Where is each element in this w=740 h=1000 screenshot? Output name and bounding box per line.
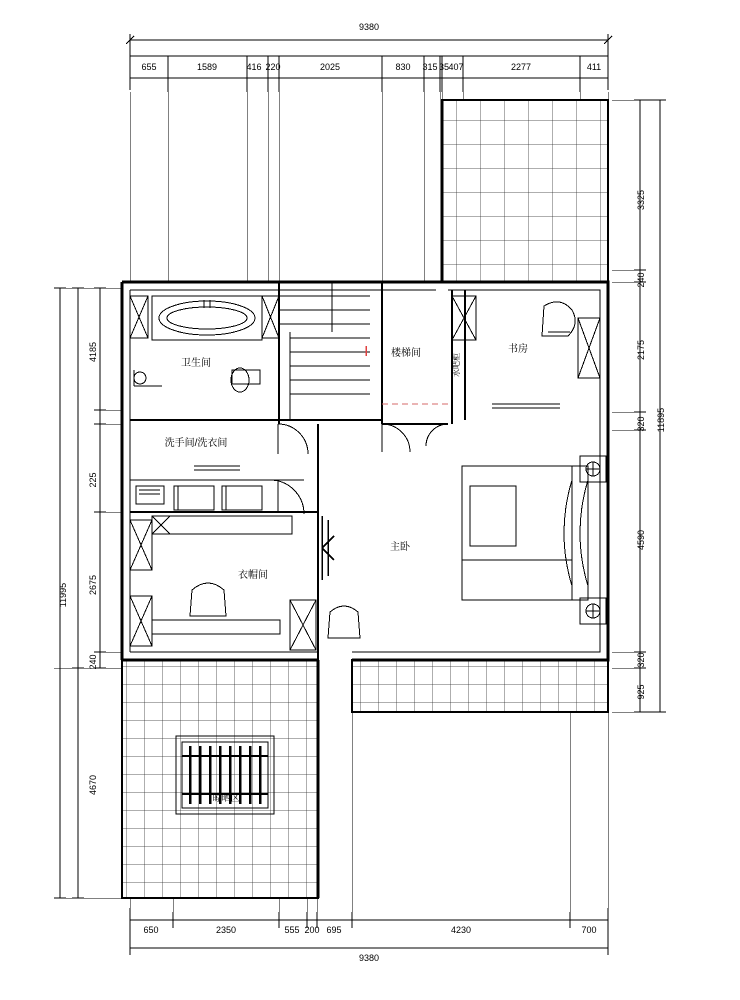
dim-right-2: 240	[636, 272, 646, 288]
dim-top-6: 830	[395, 62, 411, 72]
dim-left-4: 240	[88, 654, 98, 670]
armchair-study	[542, 302, 575, 336]
nightstand-bottom	[580, 598, 606, 624]
top-dimension-labels	[141, 22, 601, 72]
bed-master	[462, 466, 588, 600]
bottom-dimension-chain	[130, 908, 608, 955]
dim-top-1: 655	[141, 62, 157, 72]
upper-terrace	[442, 100, 608, 282]
dim-top-10: 2277	[510, 62, 532, 72]
dim-top-4: 220	[265, 62, 281, 72]
dim-top-2: 1589	[196, 62, 218, 72]
toilet	[231, 368, 260, 392]
dim-top-5: 2025	[319, 62, 341, 72]
dim-left-3: 2675	[88, 574, 98, 596]
dim-bottom-3: 555	[284, 925, 300, 935]
room-label-drying-area: 晾晒区	[212, 793, 240, 803]
sliding-door-master	[322, 516, 334, 580]
dim-top-9: 407	[448, 62, 464, 72]
closet-shelf	[152, 620, 280, 634]
study-desk	[492, 404, 560, 408]
armchair-master	[328, 606, 360, 638]
dim-right-7: 925	[636, 684, 646, 700]
dim-right-total: 11895	[656, 407, 666, 433]
dim-top-8: 35	[438, 62, 450, 72]
dim-left-5: 4670	[88, 774, 98, 796]
dim-bottom-5: 695	[326, 925, 342, 935]
nightstand-top	[580, 456, 606, 482]
dim-bottom-2: 2350	[215, 925, 237, 935]
room-label-bar-cabinet: 水吧柜	[452, 353, 461, 377]
dim-top-total: 9380	[358, 22, 380, 32]
room-label-study: 书房	[508, 344, 528, 355]
laundry-counter	[130, 466, 278, 512]
dim-left-total: 11995	[58, 582, 68, 608]
room-label-stair: 楼梯间	[391, 348, 421, 359]
dim-bottom-1: 650	[143, 925, 159, 935]
bottom-dimension-labels	[143, 925, 596, 963]
dim-bottom-6: 4230	[450, 925, 472, 935]
door-closet	[270, 480, 304, 514]
sink-bathroom	[134, 370, 162, 386]
window-hatches	[130, 296, 600, 650]
bathtub	[152, 296, 262, 340]
dim-right-5: 4590	[636, 529, 646, 551]
dim-top-11: 411	[586, 62, 602, 72]
dim-top-3: 416	[246, 62, 262, 72]
lower-balcony	[352, 660, 608, 712]
room-label-walk-in-closet: 衣帽间	[238, 570, 268, 581]
dim-right-6: 320	[636, 652, 646, 668]
dim-top-7: 315	[422, 62, 438, 72]
armchair-closet	[190, 583, 226, 616]
dim-bottom-total: 9380	[358, 953, 380, 963]
dim-bottom-7: 700	[581, 925, 597, 935]
dim-left-2: 225	[88, 472, 98, 488]
dim-right-4: 320	[636, 416, 646, 432]
room-label-bathroom: 卫生间	[181, 358, 211, 369]
dim-right-3: 2175	[636, 339, 646, 361]
door-master	[382, 424, 448, 452]
room-label-master-bedroom: 主卧	[390, 542, 410, 553]
dim-left-1: 4185	[88, 341, 98, 363]
right-dimension-labels	[636, 190, 666, 700]
interior-walls	[130, 282, 465, 660]
exterior-wall-inner-line	[130, 290, 600, 652]
dim-right-1: 3325	[636, 189, 646, 211]
dim-bottom-4: 200	[304, 925, 320, 935]
room-label-washroom-laundry: 洗手间/洗衣间	[164, 438, 228, 449]
door-bathroom	[278, 424, 308, 454]
